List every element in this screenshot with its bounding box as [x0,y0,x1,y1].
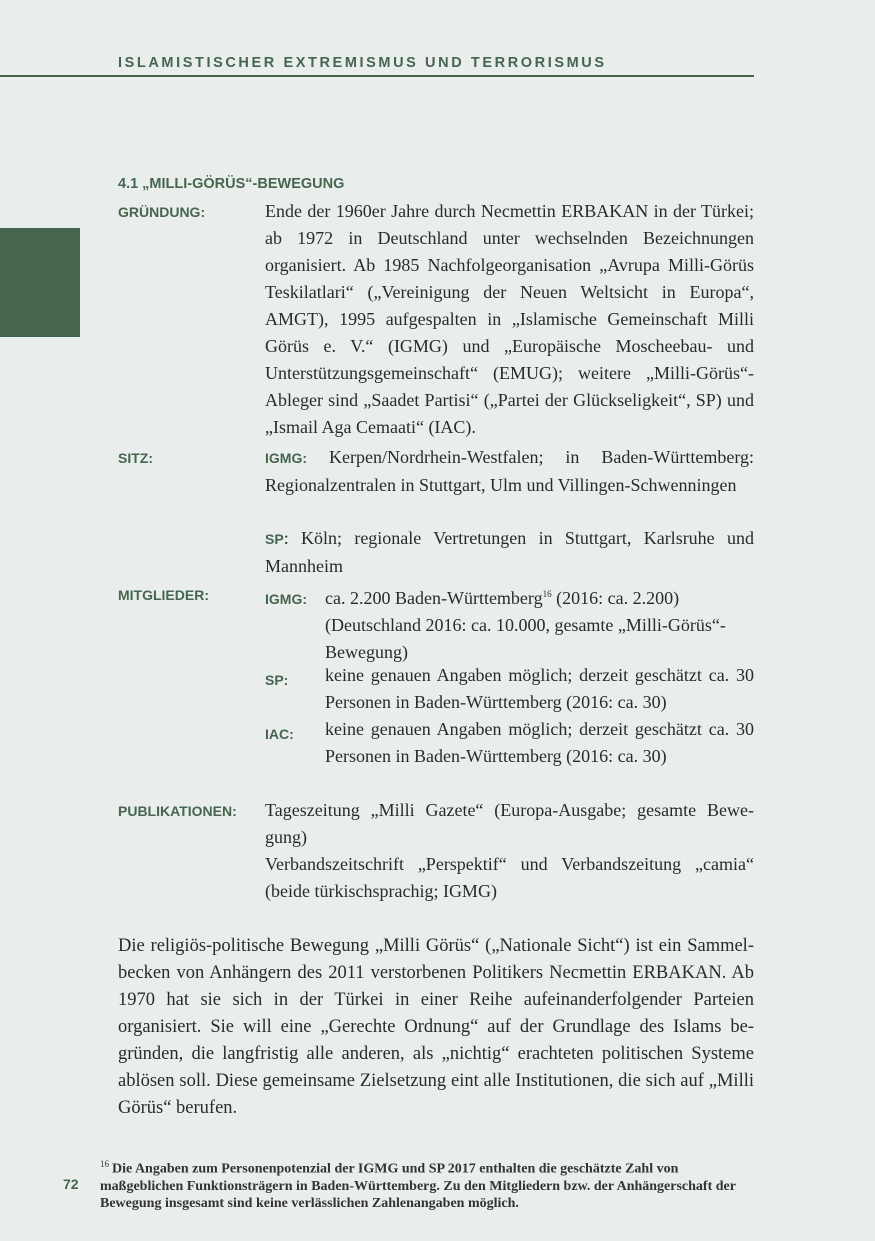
mitglieder-igmg-text-a: ca. 2.200 Baden-Württemberg [325,588,543,608]
footnote-text: Die Angaben zum Personenpotenzial der IGMG und SP 2017 enthalten die geschätzte Zahl von maßgeblichen Funktionsträgern in Baden-Württemberg. Zu den Mitgliedern bzw. der Anhängerschaft der Bewegung insgesamt sind keine verlässlichen Zahlenangaben möglich. [100,1161,736,1211]
chapter-tab-marker [0,228,80,337]
gruendung-text: Ende der 1960er Jahre durch Necmettin ERBAKAN in der Türkei; ab 1972 in Deutschland unter wechselnden Bezeichnungen organisiert. Ab 1985 Nachfolgeorganisation „Avrupa Milli-Görüs Teskilatlari“ („Vereinigung der Neuen Weltsicht in Europa“, AMGT), 1995 aufgespalten in „Islamische Gemeinschaft Milli Görüs e. V.“ (IGMG) und „Europäische Moscheebau- und Unterstützungsgemeinschaft“ (EMUG); weitere „Milli-Görüs“-Ableger sind „Saadet Partisi“ („Partei der Glückseligkeit“, SP) und „Ismail Aga Cemaati“ (IAC). [265,201,754,437]
mitglieder-iac-label: IAC: [265,726,294,742]
mitglieder-sp-text: keine genauen Angaben möglich; derzeit geschätzt ca. 30 Personen in Baden-Württemberg (2016: ca. 30) [325,665,754,712]
mitglieder-sp-row [265,662,754,716]
mitglieder-igmg-text-b: (2016: ca. 2.200) (Deutschland 2016: ca. 10.000, gesamte „Milli-Görüs“-Bewegung) [325,588,726,662]
mitglieder-igmg-row [265,581,754,666]
sitz-igmg-label: IGMG: [265,450,307,466]
mitglieder-sp-label: SP: [265,672,289,688]
body-paragraph: Die religiös-politische Bewegung „Milli Görüs“ („Nationale Sicht“) ist ein Sammelbecken von Anhängern des 2011 verstorbenen Politikers Necmettin ERBAKAN. Ab 1970 hat sie sich in der Türkei in einer Reihe aufeinanderfolgender Parteien organisiert. Sie will eine „Gerechte Ordnung“ auf der Grundlage des Islams begründen, die langfristig alle anderen, als „nichtig“ erachteten politischen Systeme ablösen soll. Diese gemeinsame Zielsetzung eint alle Institutionen, die sich auf „Milli Görüs“ berufen. [118,936,754,1118]
gruendung-label: GRÜNDUNG: [118,204,206,220]
sitz-igmg-text: Kerpen/Nordrhein-Westfalen; in Baden-Württemberg: Regionalzentralen in Stuttgart, Ulm und Villingen-Schwenningen [265,447,755,495]
footnote [100,1156,754,1212]
sitz-igmg-block [265,444,754,499]
mitglieder-iac-text: keine genauen Angaben möglich; derzeit geschätzt ca. 30 Personen in Baden-Württemberg (2016: ca. 30) [325,719,754,766]
sitz-sp-block [265,525,754,580]
publikationen-text-2: Verbandszeitschrift „Perspektif“ und Verbandszeitung „camia“ (beide türkischsprachig; IGMG) [265,854,754,901]
page-number: 72 [63,1176,79,1192]
footnote-ref-16: 16 [542,589,552,599]
mitglieder-igmg-label: IGMG: [265,591,307,607]
footnote-number: 16 [100,1159,109,1169]
sitz-sp-label: SP [265,531,284,547]
publikationen-label: PUBLIKATIONEN: [118,803,237,819]
mitglieder-iac-row [265,716,754,770]
header-rule [0,75,754,77]
sitz-label: SITZ: [118,450,153,466]
mitglieder-label: MITGLIEDER: [118,587,209,603]
section-title: 4.1 „MILLI-GÖRÜS“-BEWEGUNG [118,176,345,192]
running-header: ISLAMISTISCHER EXTREMISMUS UND TERRORISMUS [118,55,607,71]
sitz-sp-text: : Köln; regionale Vertretungen in Stuttgart, Karlsruhe und Mannheim [265,528,754,576]
publikationen-text-1: Tageszeitung „Milli Gazete“ (Europa-Ausgabe; gesamte Bewegung) [265,800,754,847]
